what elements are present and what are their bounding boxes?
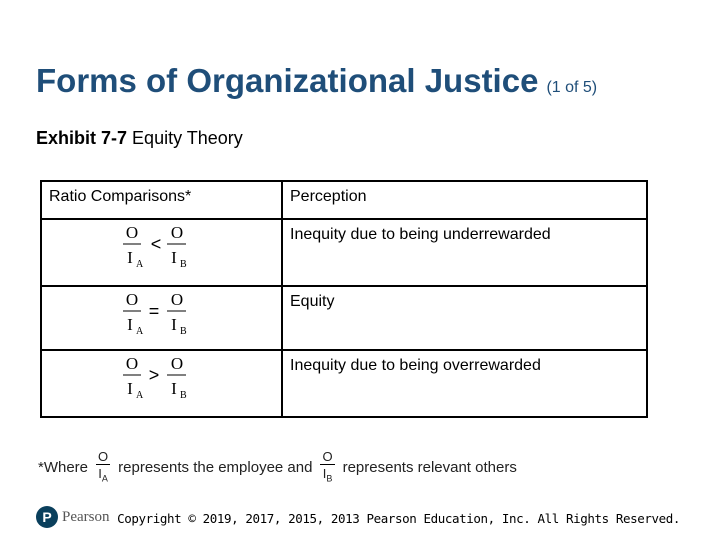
copyright-notice: Copyright © 2019, 2017, 2015, 2013 Pearson Education, Inc. All Rights Reserved.	[117, 511, 680, 526]
formula-right-subscript: B	[179, 259, 187, 270]
footnote-fraction-others	[320, 450, 334, 484]
formula-right-numerator: O	[170, 290, 183, 309]
exhibit-caption	[36, 128, 243, 149]
formula-right-denominator: I	[170, 379, 177, 398]
slide-title	[36, 62, 597, 100]
formula-operator: =	[148, 301, 159, 321]
formula-left-denominator: I	[126, 315, 133, 334]
fraction-subscript: A	[101, 473, 108, 484]
table-row	[41, 286, 647, 350]
formula-left-numerator: O	[125, 290, 138, 309]
formula-left-numerator: O	[125, 354, 138, 373]
header-perception: Perception	[282, 181, 647, 219]
fraction-subscript: B	[326, 473, 333, 484]
table-row	[41, 219, 647, 286]
exhibit-title: Equity Theory	[132, 128, 243, 148]
title-page-indicator: (1 of 5)	[546, 79, 598, 96]
formula-left-subscript: A	[135, 326, 143, 337]
equity-table	[40, 180, 648, 418]
pearson-logo	[36, 506, 110, 528]
footnote	[36, 448, 519, 486]
title-text: Forms of Organizational Justice	[36, 62, 539, 99]
ratio-formula-greater-than	[122, 353, 202, 401]
footnote-text-employee: represents the employee and	[118, 458, 313, 476]
exhibit-label: Exhibit 7-7	[36, 128, 128, 148]
fraction-denominator: $I_B$	[322, 466, 333, 484]
formula-left-numerator: O	[125, 223, 138, 242]
header-ratio-comparisons: Ratio Comparisons*	[41, 181, 282, 219]
formula-right-denominator: I	[170, 315, 177, 334]
formula-right-denominator: I	[170, 248, 177, 267]
perception-overrewarded: Inequity due to being overrewarded	[282, 350, 647, 417]
footnote-prefix: *Where	[38, 458, 89, 476]
perception-equity: Equity	[282, 286, 647, 350]
footnote-fraction-employee	[96, 450, 110, 484]
formula-left-subscript: A	[135, 390, 143, 401]
ratio-cell	[41, 350, 282, 417]
ratio-formula-less-than	[122, 222, 202, 270]
formula-operator: <	[150, 234, 161, 254]
perception-underrewarded: Inequity due to being underrewarded	[282, 219, 647, 286]
pearson-logo-icon: P	[36, 506, 58, 528]
fraction-numerator: O	[322, 449, 333, 465]
ratio-cell	[41, 219, 282, 286]
table-header-row	[41, 181, 647, 219]
table-row	[41, 350, 647, 417]
formula-left-denominator: I	[126, 379, 133, 398]
formula-operator: >	[148, 365, 159, 385]
formula-right-subscript: B	[179, 326, 187, 337]
formula-right-numerator: O	[170, 223, 183, 242]
pearson-logo-text: Pearson	[62, 508, 110, 525]
formula-right-numerator: O	[170, 354, 183, 373]
formula-left-subscript: A	[135, 259, 143, 270]
formula-right-subscript: B	[179, 390, 187, 401]
footnote-text-others: represents relevant others	[342, 458, 517, 476]
ratio-formula-equal	[122, 289, 202, 337]
formula-left-denominator: I	[126, 248, 133, 267]
fraction-denominator: $I_A$	[98, 466, 108, 484]
ratio-cell	[41, 286, 282, 350]
fraction-numerator: O	[98, 449, 109, 465]
